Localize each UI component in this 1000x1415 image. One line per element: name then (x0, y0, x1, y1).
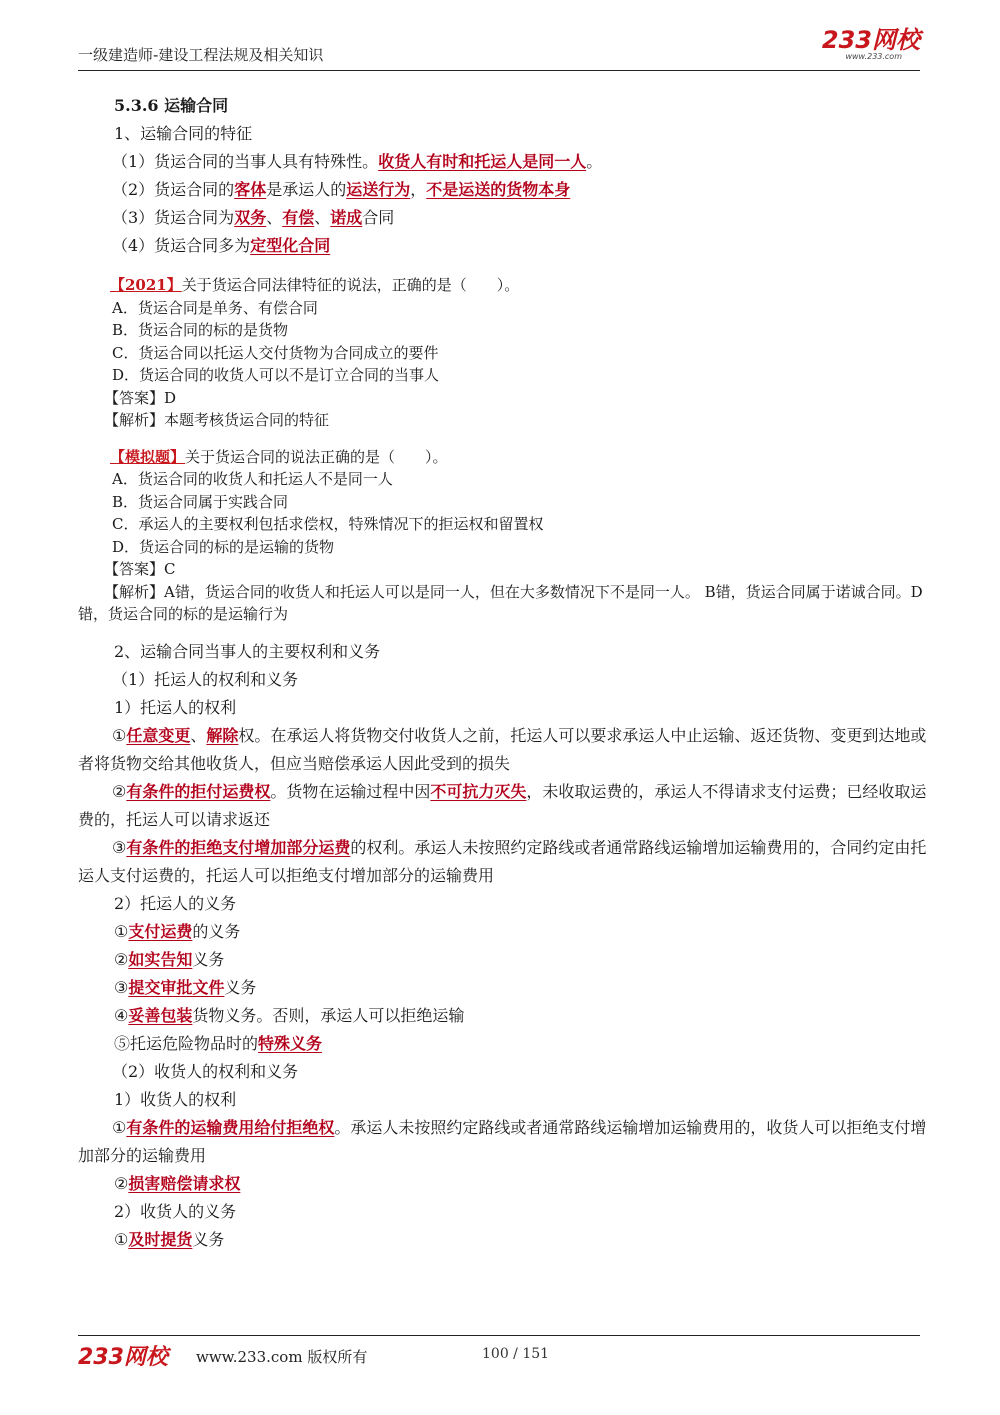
highlight: 有偿 (282, 208, 315, 227)
option-c: C．货运合同以托运人交付货物为合同成立的要件 (112, 343, 439, 362)
option-a: A．货运合同的收货人和托运人不是同一人 (112, 470, 393, 488)
subheading: 1）收货人的权利 (114, 1089, 237, 1109)
duty-3 (78, 974, 928, 1002)
analysis-label: 【解析】 (104, 582, 165, 601)
text: （1）货运合同的当事人具有特殊性。 (112, 152, 379, 171)
page-footer (78, 1335, 920, 1376)
text: （2）货运合同的 (112, 180, 235, 199)
answer: 【答案】C (104, 560, 176, 578)
subheading: 2、运输合同当事人的主要权利和义务 (114, 641, 381, 661)
text: ， (410, 180, 427, 199)
spacer (78, 626, 928, 638)
highlight: 定型化合同 (250, 236, 331, 255)
highlight: 不可抗力灭失 (430, 781, 527, 801)
text: ② (114, 949, 129, 969)
receiver-right-1 (78, 1114, 928, 1170)
text: A错，货运合同的收货人和托运人可以是同一人，但在大多数情况下不是同一人。 B错，货运合同属于诺诚合同。D错，货运合同的标的是运输行为 (78, 582, 923, 623)
option-c: C．承运人的主要权利包括求偿权，特殊情况下的拒运权和留置权 (112, 515, 544, 533)
text: 。 (586, 152, 603, 171)
text: 。货物在运输过程中因 (270, 781, 431, 801)
text: ，未收取运费的，承运人不得请求支付运费；已经收取运费的，托运人可以请求返还 (78, 781, 927, 829)
feature-1 (78, 148, 928, 176)
text: 关于货运合同法律特征的说法，正确的是（ ）。 (181, 276, 520, 294)
option-a: A．货运合同是单务、有偿合同 (112, 298, 318, 317)
text: ③ (112, 837, 127, 857)
right-3 (78, 834, 928, 890)
duty-2 (78, 946, 928, 974)
text: ② (114, 1173, 129, 1193)
text: 。承运人未按照约定路线或者通常路线运输增加运输费用的，收货人可以拒绝支付增加部分的运输费用 (78, 1117, 927, 1165)
text: 义务 (224, 977, 257, 997)
highlight: 支付运费 (128, 921, 193, 941)
text: 、 (314, 208, 331, 227)
right-2 (78, 778, 928, 834)
text: ⑤托运危险物品时的 (114, 1033, 259, 1053)
question-stem (78, 446, 928, 469)
right-1 (78, 722, 928, 778)
text: 、 (266, 208, 283, 227)
logo-text: 233网校 (821, 26, 920, 54)
receiver-right-2 (78, 1170, 928, 1198)
page-content (78, 92, 928, 1254)
subheading: （2）收货人的权利和义务 (112, 1061, 299, 1081)
text: 是承运人的 (266, 180, 347, 199)
footer-logo: 233网校 (78, 1345, 168, 1370)
feature-2 (78, 176, 928, 204)
feature-4 (78, 232, 928, 260)
text: ① (114, 921, 129, 941)
option-b: B．货运合同的标的是货物 (112, 321, 289, 339)
highlight: 任意变更 (126, 725, 191, 745)
text: 合同 (362, 208, 395, 227)
text: 义务 (192, 949, 225, 969)
subheading: 1）托运人的权利 (114, 697, 237, 717)
text: （4）货运合同多为 (112, 236, 251, 255)
analysis (78, 581, 926, 626)
receiver-duty-1 (78, 1226, 928, 1254)
highlight: 有条件的拒付运费权 (126, 781, 271, 801)
subheading: （1）托运人的权利和义务 (112, 669, 299, 689)
highlight: 双务 (234, 208, 267, 227)
text: ③ (114, 977, 129, 997)
feature-3 (78, 204, 928, 232)
subheading: 2）托运人的义务 (114, 893, 237, 913)
text: ① (114, 1229, 129, 1249)
question-tag: 【模拟题】 (110, 447, 186, 466)
highlight: 有条件的运输费用给付拒绝权 (126, 1117, 335, 1137)
text: 、 (190, 725, 207, 745)
highlight: 妥善包装 (128, 1005, 193, 1025)
text: 关于货运合同的说法正确的是（ ）。 (185, 447, 448, 466)
option-b: B．货运合同属于实践合同 (112, 492, 289, 511)
subheading: 1、运输合同的特征 (114, 124, 253, 143)
text: 货物义务。否则，承运人可以拒绝运输 (192, 1005, 465, 1025)
footer-copyright: www.233.com 版权所有 (196, 1348, 368, 1366)
highlight: 运送行为 (346, 180, 411, 199)
question-stem (78, 274, 928, 297)
document-title: 一级建造师-建设工程法规及相关知识 (78, 46, 324, 64)
highlight: 客体 (234, 180, 267, 199)
highlight: 及时提货 (128, 1229, 193, 1249)
text: 权。在承运人将货物交付收货人之前，托运人可以要求承运人中止运输、返还货物、变更到达地或者将货物交给其他收货人，但应当赔偿承运人因此受到的损失 (78, 725, 927, 773)
text: （3）货运合同为 (112, 208, 235, 227)
answer: 【答案】D (104, 388, 177, 407)
analysis: 【解析】本题考核货运合同的特征 (104, 411, 330, 429)
text: 义务 (192, 1229, 225, 1249)
text: 的权利。承运人未按照约定路线或者通常路线运输增加运输费用的，合同约定由托运人支付运费的，托运人可以拒绝支付增加部分的运输费用 (78, 837, 927, 885)
spacer (78, 260, 928, 274)
page-header (78, 22, 920, 71)
option-d: D．货运合同的收货人可以不是订立合同的当事人 (112, 366, 440, 384)
text: 的义务 (192, 921, 241, 941)
page-number: 100 / 151 (482, 1346, 550, 1362)
text: ① (112, 1117, 127, 1137)
highlight: 解除 (206, 725, 239, 745)
highlight: 如实告知 (128, 949, 193, 969)
highlight: 不是运送的货物本身 (426, 180, 571, 199)
question-tag: 【2021】 (110, 276, 182, 294)
duty-5 (78, 1030, 928, 1058)
subheading: 2）收货人的义务 (114, 1201, 237, 1221)
section-title: 5.3.6 运输合同 (114, 96, 229, 115)
text: ④ (114, 1005, 129, 1025)
duty-1 (78, 918, 928, 946)
text: ① (112, 725, 127, 745)
highlight: 提交审批文件 (128, 977, 225, 997)
logo-url: www.233.com (845, 52, 902, 61)
option-d: D．货运合同的标的是运输的货物 (112, 537, 335, 556)
highlight: 损害赔偿请求权 (128, 1173, 241, 1193)
highlight: 诺成 (330, 208, 363, 227)
spacer (78, 432, 928, 446)
highlight: 特殊义务 (258, 1033, 323, 1053)
duty-4 (78, 1002, 928, 1030)
highlight: 收货人有时和托运人是同一人 (378, 152, 587, 171)
brand-logo (822, 28, 920, 61)
highlight: 有条件的拒绝支付增加部分运费 (126, 837, 351, 857)
text: ② (112, 781, 127, 801)
